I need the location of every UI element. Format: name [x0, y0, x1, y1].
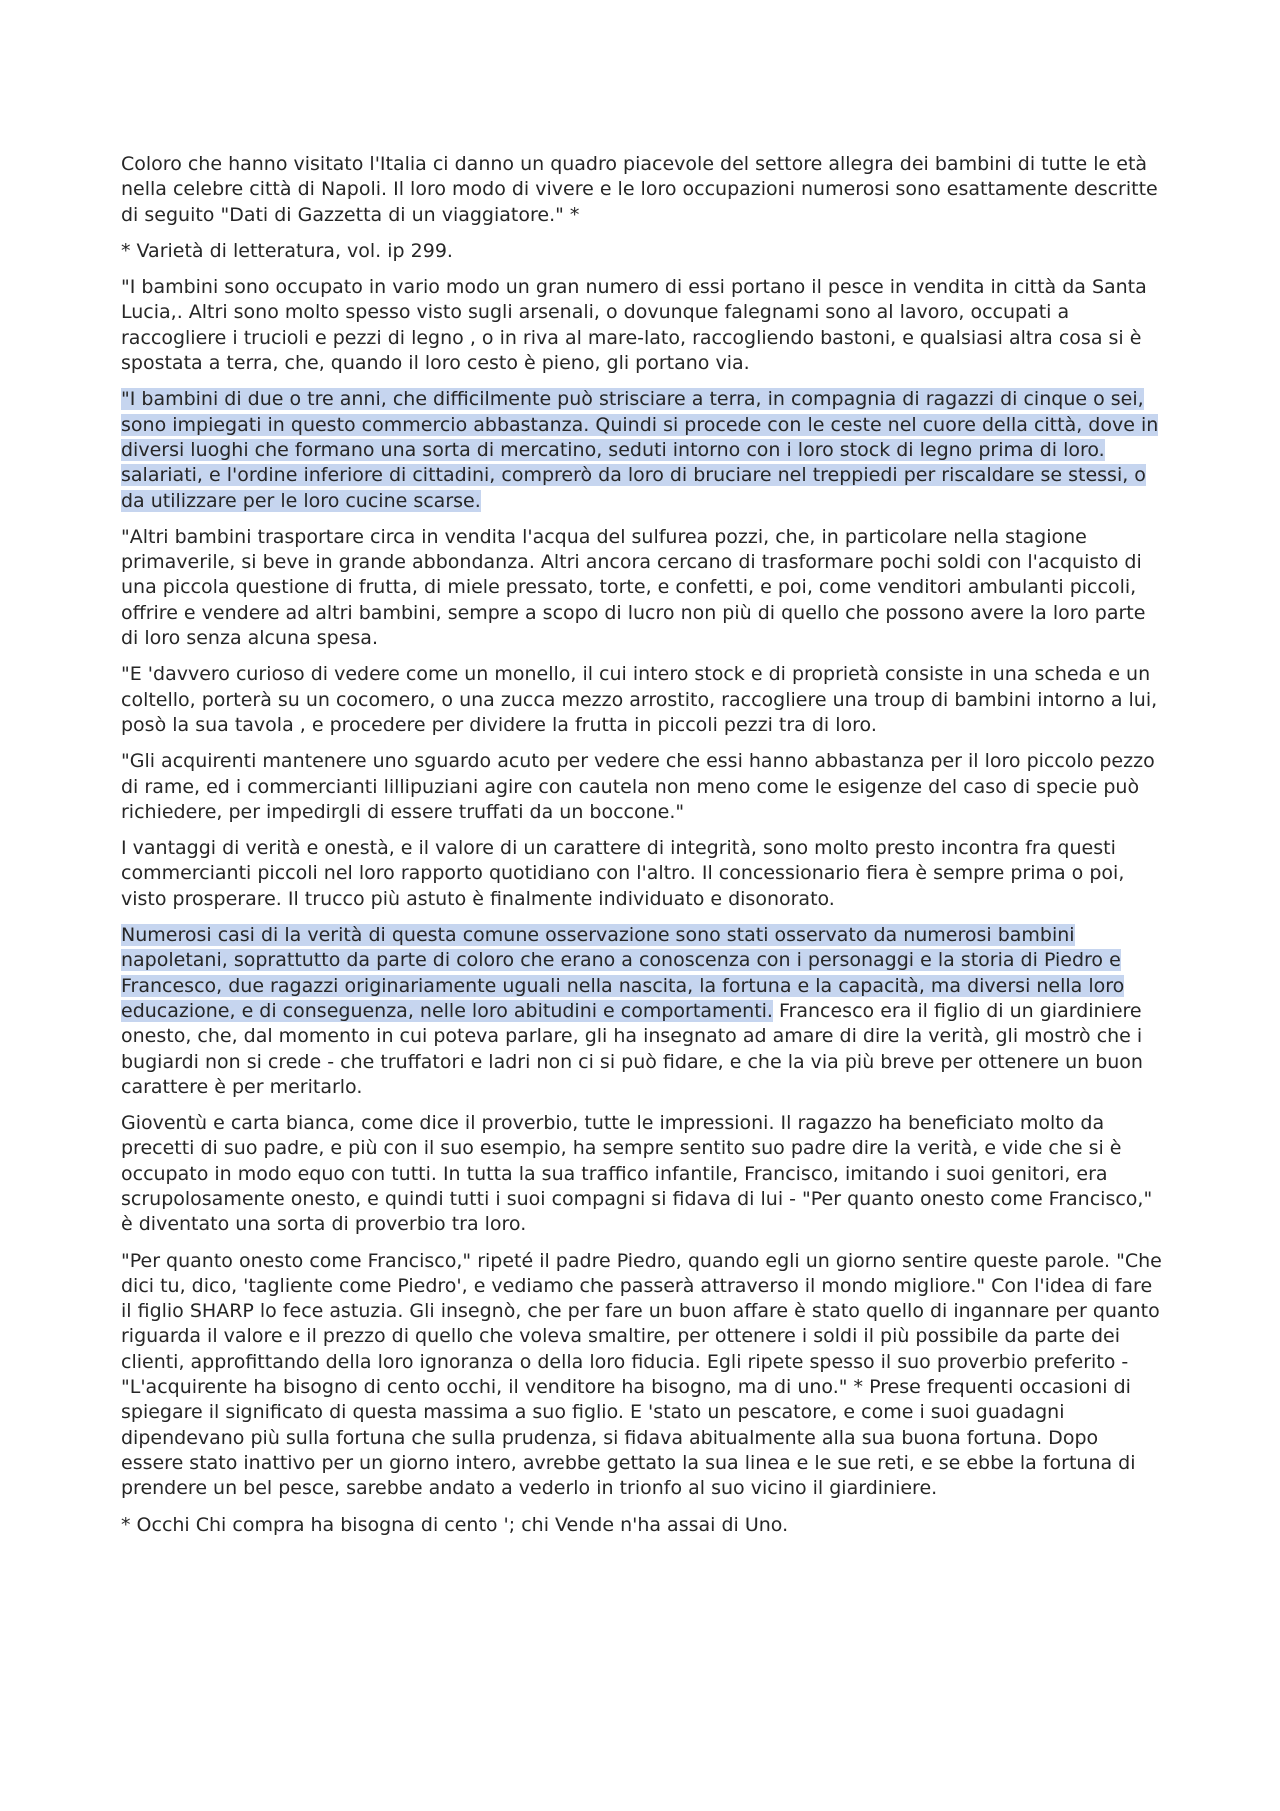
paragraph-other-children: [121, 525, 1166, 651]
paragraph-text: * Occhi Chi compra ha bisogna di cento '; chi Vende n'ha assai di Uno.: [121, 1513, 789, 1536]
paragraph-text: "E 'davvero curioso di vedere come un monello, il cui intero stock e di proprietà consiste in una scheda e un coltello, porterà su un cocomero, o una zucca mezzo arrostito, raccogliere una troup di bambini intorno a lui, posò la sua tavola , e procedere per dividere la frutta in piccoli pezzi tra di loro.: [121, 663, 1158, 736]
highlighted-text: "I bambini di due o tre anni, che difficilmente può strisciare a terra, in compagnia di ragazzi di cinque o sei, sono impiegati in questo commercio abbastanza. Quindi si procede con le ceste nel cuore della città, dove in diversi luoghi che formano una sorta di mercatino, seduti intorno con i loro stock di legno prima di loro. salariati, e l'ordine inferiore di cittadini, comprerò da loro di bruciare nel treppiedi per riscaldare se stessi, o da utilizzare per le loro cucine scarse.: [121, 388, 1159, 512]
paragraph-piedro-francesco: [121, 923, 1166, 1100]
paragraph-piedro-father: [121, 1249, 1166, 1502]
paragraph-text: Gioventù e carta bianca, come dice il proverbio, tutte le impressioni. Il ragazzo ha beneficiato molto da precetti di suo padre, e più con il suo esempio, ha sempre sentito suo padre dire la verità, e vide che si è occupato in modo equo con tutti. In tutta la sua traffico infantile, Francisco, imitando i suoi genitori, era scrupolosamente onesto, e quindi tutti i suoi compagni si fidava di lui - "Per quanto onesto come Francisco," è diventato una sorta di proverbio tra loro.: [121, 1112, 1153, 1236]
paragraph-text: "I bambini sono occupato in vario modo un gran numero di essi portano il pesce in vendita in città da Santa Lucia,. Altri sono molto spesso visto sugli arsenali, o dovunque falegnami sono al lavoro, occupati a raccogliere i trucioli e pezzi di legno , o in riva al mare-lato, raccogliendo bastoni, e qualsiasi altra cosa si è spostata a terra, che, quando il loro cesto è pieno, gli portano via.: [121, 276, 1147, 375]
highlighted-text: Numerosi casi di la verità di questa comune osservazione sono stati osservato da numerosi bambini napoletani, soprattutto da parte di coloro che erano a conoscenza con i personaggi e la storia di Piedro e Francesco, due ragazzi originariamente uguali nella nascita, la fortuna e la capacità, ma diversi nella loro educazione, e di conseguenza, nelle loro abitudini e comportamenti.: [121, 924, 1125, 1022]
paragraph-intro: [121, 152, 1166, 228]
paragraph-children-occupations: [121, 275, 1166, 376]
paragraph-footnote-proverb: [121, 1513, 1166, 1538]
paragraph-text: "Altri bambini trasportare circa in vendita l'acqua del sulfurea pozzi, che, in particolare nella stagione primaverile, si beve in grande abbondanza. Altri ancora cercano di trasformare pochi soldi con l'acquisto di una piccola questione di frutta, di miele pressato, torte, e confetti, e poi, come venditori ambulanti piccoli, offrire e vendere ad altri bambini, sempre a scopo di lucro non più di quello che possono avere la loro parte di loro senza alcuna spesa.: [121, 525, 1146, 650]
paragraph-urchin: [121, 662, 1166, 738]
paragraph-buyers: [121, 749, 1166, 825]
paragraph-footnote-reference: [121, 239, 1166, 264]
document-page: [121, 152, 1166, 1549]
paragraph-youth: [121, 1111, 1166, 1237]
paragraph-young-children: [121, 387, 1166, 513]
paragraph-text: * Varietà di letteratura, vol. ip 299.: [121, 239, 453, 262]
paragraph-text: "Gli acquirenti mantenere uno sguardo acuto per vedere che essi hanno abbastanza per il loro piccolo pezzo di rame, ed i commercianti lillipuziani agire con cautela non meno come le esigenze del caso di specie può richiedere, per impedirgli di essere truffati da un boccone.": [121, 750, 1155, 823]
paragraph-text: Francesco era il figlio di un giardiniere onesto, che, dal momento in cui poteva parlare, gli ha insegnato ad amare di dire la verità, gli mostrò che i bugiardi non si crede - che truffatori e ladri non ci si può fidare, e che la via più breve per ottenere un buon carattere è per meritarlo.: [121, 999, 1143, 1098]
paragraph-text: I vantaggi di verità e onestà, e il valore di un carattere di integrità, sono molto presto incontra fra questi commercianti piccoli nel loro rapporto quotidiano con l'altro. Il concessionario fiera è sempre prima o poi, visto prosperare. Il trucco più astuto è finalmente individuato e disonorato.: [121, 837, 1125, 910]
paragraph-honesty: [121, 836, 1166, 912]
paragraph-text: Coloro che hanno visitato l'Italia ci danno un quadro piacevole del settore allegra dei bambini di tutte le età nella celebre città di Napoli. Il loro modo di vivere e le loro occupazioni numerosi sono esattamente descritte di seguito "Dati di Gazzetta di un viaggiatore." *: [121, 153, 1158, 226]
paragraph-text: "Per quanto onesto come Francisco," ripeté il padre Piedro, quando egli un giorno sentire queste parole. "Che dici tu, dico, 'tagliente come Piedro', e vediamo che passerà attraverso il mondo migliore." Con l'idea di fare il figlio SHARP lo fece astuzia. Gli insegnò, che per fare un buon affare è stato quello di ingannare per quanto riguarda il valore e il prezzo di quello che voleva smaltire, per ottenere i soldi il più possibile da parte dei clienti, approfittando della loro ignoranza o della loro fiducia. Egli ripete spesso il suo proverbio preferito - "L'acquirente ha bisogno di cento occhi, il venditore ha bisogno, ma di uno." * Prese frequenti occasioni di spiegare il significato di questa massima a suo figlio. E 'stato un pescatore, e come i suoi guadagni dipendevano più sulla fortuna che sulla prudenza, si fidava abitualmente alla sua buona fortuna. Dopo essere stato inattivo per un giorno intero, avrebbe gettato la sua linea e le sue reti, e se ebbe la fortuna di prendere un bel pesce, sarebbe andato a vederlo in trionfo al suo vicino il giardiniere.: [121, 1249, 1162, 1500]
